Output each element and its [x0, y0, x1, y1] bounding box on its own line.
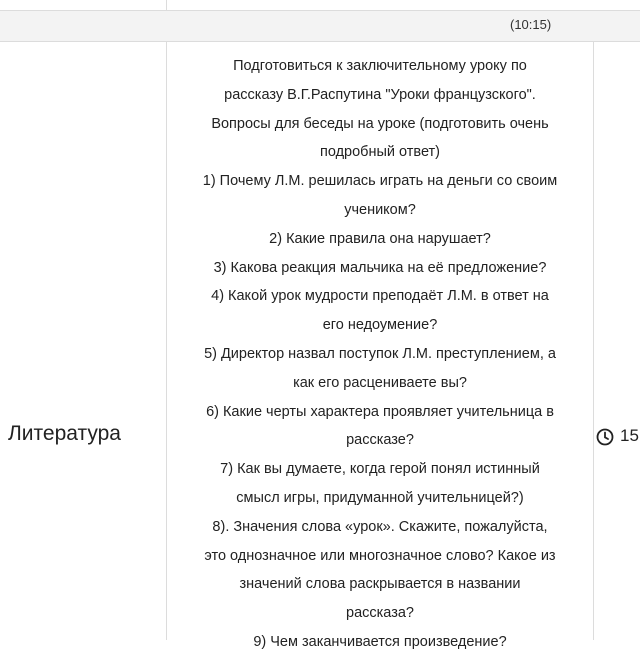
homework-line: рассказе?: [346, 432, 414, 449]
homework-line: 9) Чем заканчивается произведение?: [253, 633, 507, 650]
subject-cell: [0, 42, 167, 640]
column-divider: [166, 0, 167, 10]
lesson-time-row: [0, 11, 640, 42]
lesson-row: [0, 42, 640, 650]
homework-line: учеником?: [344, 201, 416, 218]
subject-name: Литература: [8, 422, 121, 445]
homework-line: значений слова раскрывается в названии: [239, 576, 521, 593]
homework-line: 4) Какой урок мудрости преподаёт Л.М. в ответ на: [211, 288, 549, 305]
homework-line: его недоумение?: [322, 317, 438, 334]
due-time: [594, 422, 640, 452]
clock-icon: [596, 428, 614, 446]
homework-line: это однозначное или многозначное слово? Какое из: [204, 547, 556, 564]
homework-line: как его расцениваете вы?: [293, 374, 467, 391]
homework-text: [167, 42, 593, 657]
homework-line: рассказа?: [346, 605, 414, 622]
homework-cell: [167, 42, 594, 650]
homework-line: 6) Какие черты характера проявляет учительница в: [206, 403, 554, 420]
homework-line: 5) Директор назвал поступок Л.М. преступлением, а: [204, 345, 556, 362]
homework-line: 3) Какова реакция мальчика на её предложение?: [213, 259, 547, 276]
homework-line: рассказу В.Г.Распутина "Уроки французского".: [224, 86, 536, 103]
due-time-text: 15: [620, 426, 639, 445]
homework-line: Подготовиться к заключительному уроку по: [233, 58, 527, 74]
homework-line: 8). Значения слова «урок». Скажите, пожалуйста,: [212, 518, 548, 535]
homework-line: 1) Почему Л.М. решилась играть на деньги со своим: [202, 173, 558, 190]
lesson-time: (10:15): [510, 17, 552, 32]
homework-line: смысл игры, придуманной учительницей?): [236, 489, 524, 506]
homework-line: 7) Как вы думаете, когда герой понял истинный: [220, 461, 540, 478]
homework-line: 2) Какие правила она нарушает?: [269, 230, 491, 247]
previous-row: [0, 0, 640, 11]
homework-line: Вопросы для беседы на уроке (подготовить очень: [211, 115, 549, 132]
homework-line: подробный ответ): [319, 144, 441, 161]
